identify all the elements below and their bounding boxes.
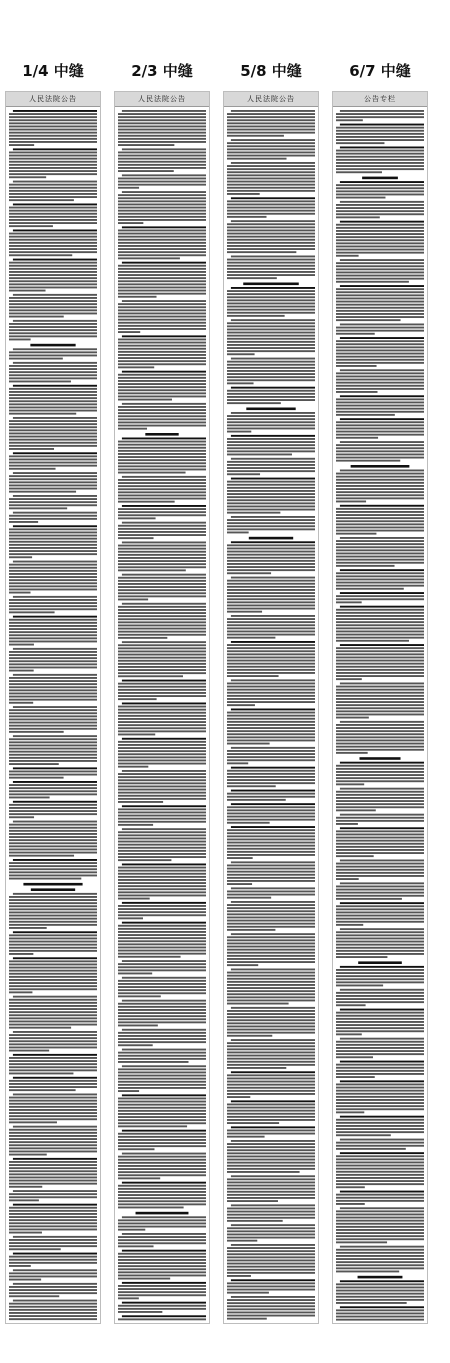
text-texture	[9, 108, 97, 1323]
column-label-4: 6/7 中缝	[349, 62, 411, 80]
column-header: 公告专栏	[333, 92, 427, 107]
column-text-block	[9, 108, 97, 1323]
announcement-column-2	[114, 91, 210, 1324]
column-header: 人民法院公告	[224, 92, 318, 107]
text-texture	[227, 108, 315, 1323]
announcement-column-4	[332, 91, 428, 1324]
text-texture	[118, 108, 206, 1323]
column-text-block	[336, 108, 424, 1323]
text-texture	[336, 108, 424, 1323]
column-label-1: 1/4 中缝	[22, 62, 84, 80]
column-header: 人民法院公告	[6, 92, 100, 107]
column-header: 人民法院公告	[115, 92, 209, 107]
column-text-block	[118, 108, 206, 1323]
announcement-column-1	[5, 91, 101, 1324]
column-label-3: 5/8 中缝	[240, 62, 302, 80]
column-label-2: 2/3 中缝	[131, 62, 193, 80]
column-text-block	[227, 108, 315, 1323]
announcement-column-3	[223, 91, 319, 1324]
